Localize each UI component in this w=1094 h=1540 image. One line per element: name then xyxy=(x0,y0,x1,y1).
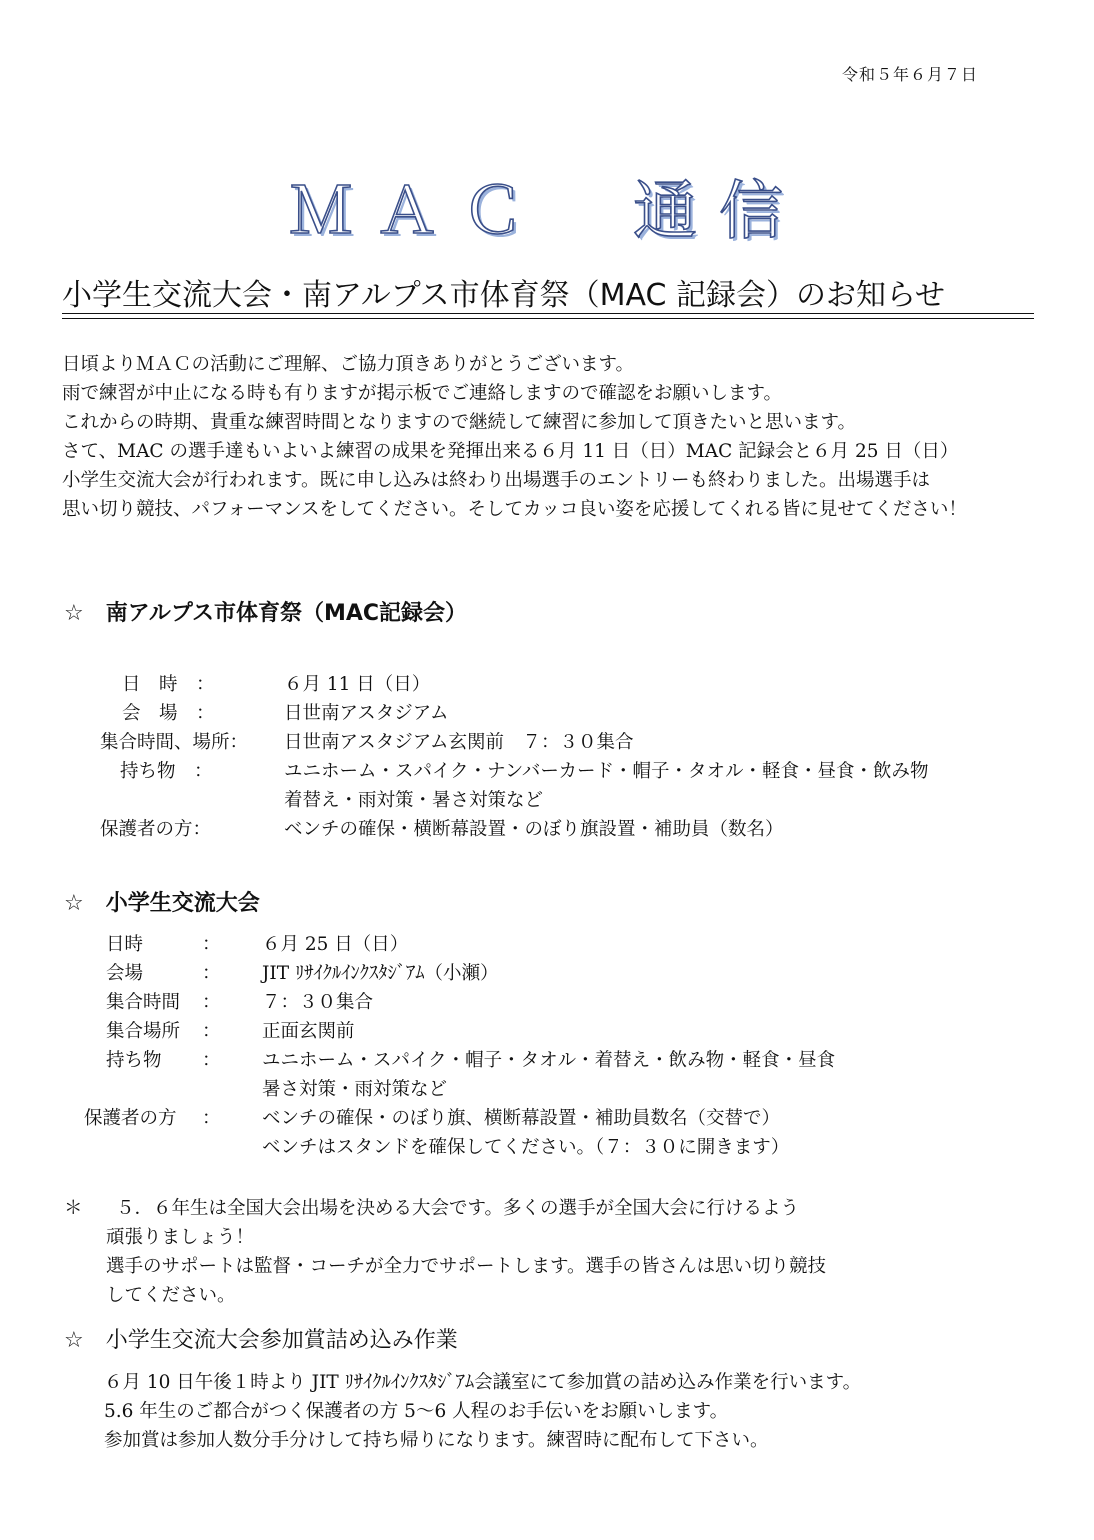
section2-heading xyxy=(64,886,260,917)
detail-row xyxy=(0,1104,1094,1133)
detail-label: 保護者の方 xyxy=(84,1108,177,1129)
section2-details xyxy=(0,930,1094,1162)
note-paragraph xyxy=(106,1194,826,1310)
section1-title: 南アルプス市体育祭（MAC記録会） xyxy=(105,601,468,626)
star-icon: ☆ xyxy=(64,891,84,916)
detail-colon: ： xyxy=(202,992,221,1013)
detail-value: ７：３０集合 xyxy=(262,992,374,1013)
detail-label: 日 時 ： xyxy=(122,674,215,695)
detail-row xyxy=(0,728,1094,757)
detail-value: ユニホーム・スパイク・帽子・タオル・着替え・飲み物・軽食・昼食 xyxy=(262,1050,836,1071)
detail-value: ベンチの確保・横断幕設置・のぼり旗設置・補助員（数名） xyxy=(284,819,784,840)
detail-label: 集合場所 xyxy=(106,1021,181,1042)
detail-label: 会 場 ： xyxy=(122,703,215,724)
detail-value: 日世南アスタジアム xyxy=(284,703,449,724)
section1-heading xyxy=(64,596,467,627)
detail-row xyxy=(0,959,1094,988)
issue-date: 令和５年６月７日 xyxy=(841,65,978,84)
detail-value: ベンチはスタンドを確保してください。（７：３０に開きます） xyxy=(262,1137,790,1158)
note-mark: ＊ xyxy=(64,1198,83,1219)
detail-label: 持ち物 ： xyxy=(120,761,213,782)
detail-row xyxy=(0,786,1094,815)
detail-label: 持ち物 xyxy=(106,1050,162,1071)
subtitle-rule-bottom xyxy=(62,318,1034,319)
detail-value: ベンチの確保・のぼり旗、横断幕設置・補助員数名（交替で） xyxy=(262,1108,781,1129)
detail-colon: ： xyxy=(202,1108,221,1129)
intro-paragraph xyxy=(62,350,967,524)
detail-label: 日時 xyxy=(106,934,144,955)
subtitle: 小学生交流大会・南アルプス市体育祭（MAC 記録会）のお知らせ xyxy=(62,278,946,313)
section3-heading xyxy=(64,1323,458,1354)
note-line: 選手のサポートは監督・コーチが全力でサポートします。選手の皆さんは思い切り競技 xyxy=(106,1256,827,1277)
detail-value: ６月 11 日（日） xyxy=(284,674,431,695)
section3-line: ６月 10 日午後１時より JIT ﾘｻｲｸﾙｲﾝｸｽﾀｼﾞｱﾑ会議室にて参加賞の詰め込み作業を行います。 xyxy=(104,1372,862,1393)
detail-value: 日世南アスタジアム玄関前 ７：３０集合 xyxy=(284,732,634,753)
detail-colon: ： xyxy=(202,1050,221,1071)
intro-line: 小学生交流大会が行われます。既に申し込みは終わり出場選手のエントリーも終わりました。出場選手は xyxy=(62,470,931,491)
detail-row xyxy=(0,930,1094,959)
section3-title: 小学生交流大会参加賞詰め込み作業 xyxy=(105,1328,458,1353)
detail-colon: ： xyxy=(202,963,221,984)
detail-row xyxy=(0,815,1094,844)
detail-value: 暑さ対策・雨対策など xyxy=(262,1079,448,1100)
detail-label: 会場 xyxy=(106,963,144,984)
intro-line: 雨で練習が中止になる時も有りますが掲示板でご連絡しますので確認をお願いします。 xyxy=(62,383,783,404)
detail-value: 正面玄関前 xyxy=(262,1021,355,1042)
newsletter-title: ＭＡＣ 通信 xyxy=(289,175,805,249)
detail-value: 着替え・雨対策・暑さ対策など xyxy=(284,790,544,811)
detail-colon: ： xyxy=(202,934,221,955)
detail-value: ６月 25 日（日） xyxy=(262,934,409,955)
subtitle-rule-top xyxy=(62,313,1034,314)
note-line: してください。 xyxy=(106,1285,236,1306)
star-icon: ☆ xyxy=(64,1328,84,1353)
section3-paragraph xyxy=(104,1368,861,1455)
intro-line: これからの時期、貴重な練習時間となりますので継続して練習に参加して頂きたいと思います。 xyxy=(62,412,857,433)
detail-label: 保護者の方： xyxy=(100,819,212,840)
detail-value: JIT ﾘｻｲｸﾙｲﾝｸｽﾀｼﾞｱﾑ（小瀬） xyxy=(262,963,499,984)
section1-details xyxy=(0,670,1094,844)
intro-line: 思い切り競技、パフォーマンスをしてください。そしてカッコ良い姿を応援してくれる皆に見せてください！ xyxy=(62,499,967,520)
detail-row xyxy=(0,988,1094,1017)
detail-label: 集合時間 xyxy=(106,992,181,1013)
detail-row xyxy=(0,1046,1094,1075)
detail-row xyxy=(0,1133,1094,1162)
section2-title: 小学生交流大会 xyxy=(105,891,260,916)
intro-line: 日頃よりＭＡＣの活動にご理解、ご協力頂きありがとうございます。 xyxy=(62,354,635,375)
detail-colon: ： xyxy=(202,1021,221,1042)
note-line: 頑張りましょう！ xyxy=(106,1227,255,1248)
detail-row xyxy=(0,757,1094,786)
detail-row xyxy=(0,699,1094,728)
detail-row xyxy=(0,670,1094,699)
intro-line: さて、MAC の選手達もいよいよ練習の成果を発揮出来る６月 11 日（日）MAC 記録会と６月 25 日（日） xyxy=(62,441,959,462)
detail-row xyxy=(0,1017,1094,1046)
detail-value: ユニホーム・スパイク・ナンバーカード・帽子・タオル・軽食・昼食・飲み物 xyxy=(284,761,929,782)
note-line: ５．６年生は全国大会出場を決める大会です。多くの選手が全国大会に行けるよう xyxy=(116,1198,800,1219)
detail-label: 集合時間、場所： xyxy=(100,732,249,753)
detail-row xyxy=(0,1075,1094,1104)
section3-line: 参加賞は参加人数分手分けして持ち帰りになります。練習時に配布して下さい。 xyxy=(104,1430,769,1451)
section3-line: 5.6 年生のご都合がつく保護者の方 5〜6 人程のお手伝いをお願いします。 xyxy=(104,1401,729,1422)
star-icon: ☆ xyxy=(64,601,84,626)
